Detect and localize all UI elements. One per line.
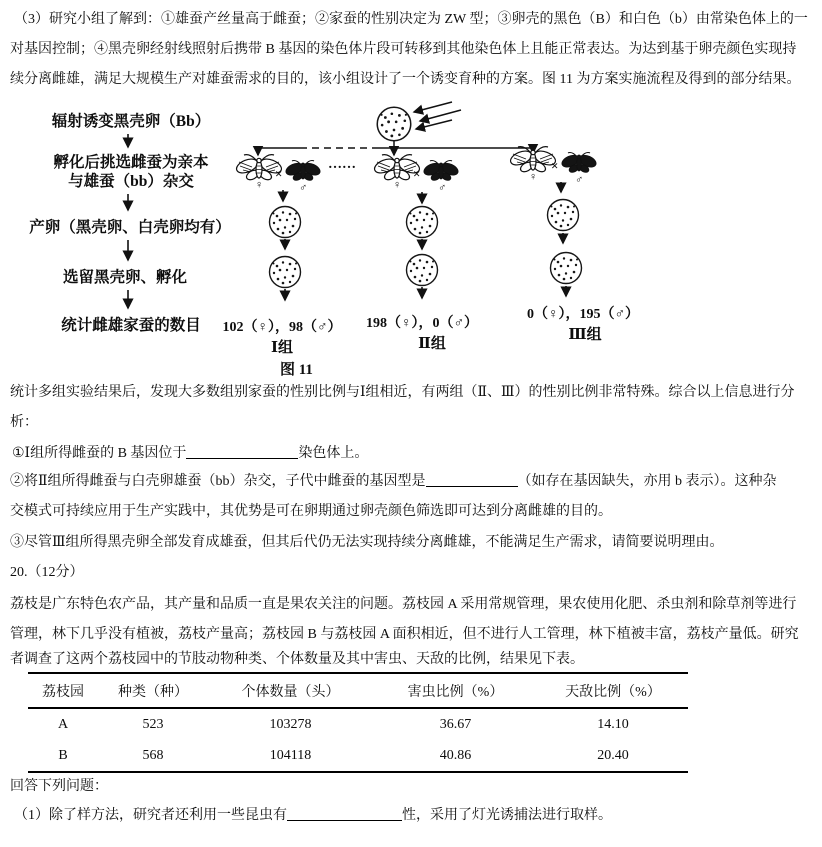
male-moth-icon <box>422 160 460 181</box>
male-moth-icon <box>560 152 598 173</box>
question20-intro-line1: 荔枝是广东特色农产品，其产量和品质一直是果农关注的问题。荔枝园 A 采用常规管理，果农使用化肥、杀虫剂和除草剂等进行 <box>10 597 797 612</box>
analysis-line1: 统计多组实验结果后，发现大多数组别家蚕的性别比例与Ⅰ组相近，有两组（Ⅱ、Ⅲ）的性别比例非常特殊。综合以上信息进行分 <box>10 385 795 400</box>
figure-caption: 图 11 <box>280 362 313 378</box>
question20-q1-before: （1）除了样方法，研究者还利用一些昆虫有 <box>14 808 287 823</box>
cross-symbol: × <box>413 166 421 181</box>
lychee-orchard-table <box>28 672 688 773</box>
table-header-cell: 荔枝园 <box>28 673 98 708</box>
table-cell: 568 <box>142 747 164 763</box>
table-header-row <box>28 673 688 708</box>
table-cell: A <box>57 716 69 732</box>
cross-symbol: × <box>275 166 283 181</box>
group3-result: 0（♀），195（♂） <box>527 307 639 322</box>
male-moth-icon <box>284 160 322 181</box>
group2-result: 198（♀），0（♂） <box>366 316 478 331</box>
flow-step-2-line1: 孵化后挑选雌蚕为亲本 <box>53 154 209 171</box>
question20-q1-after: 性，采用了灯光诱捕法进行取样。 <box>402 808 612 823</box>
question20-q1 <box>14 807 612 824</box>
male-symbol: ♂ <box>438 182 447 194</box>
male-symbol: ♂ <box>575 174 584 186</box>
table-row <box>28 740 688 772</box>
analysis-q2-line2: 交模式可持续应用于生产实践中，其优势是可在卵期通过卵壳颜色筛选即可达到分离雌雄的目的。 <box>10 504 612 519</box>
flow-step-5: 统计雌雄家蚕的数目 <box>61 317 201 334</box>
table-cell: 14.10 <box>597 716 629 732</box>
egg-icon <box>270 207 301 238</box>
question20-header: 20.（12分） <box>10 565 84 580</box>
question20-intro-line2: 管理，林下几乎没有植被，荔枝产量高；荔枝园 B 与荔枝园 A 面积相近，但不进行人工管理，林下植被丰富，荔枝产量低。研究 <box>10 627 799 642</box>
analysis-q2-after: （如存在基因缺失，亦用 b 表示）。这种杂 <box>517 474 777 489</box>
question3-intro-line3: 续分离雌雄，满足大规模生产对雄蚕需求的目的，该小组设计了一个诱变育种的方案。图 11 为方案实施流程及得到的部分结果。 <box>10 72 801 87</box>
egg-icon <box>407 255 438 286</box>
analysis-line2: 析： <box>10 415 38 430</box>
flow-step-4: 选留黑壳卵、孵化 <box>62 269 187 286</box>
table-cell: B <box>58 747 68 763</box>
analysis-q1-before: ①Ⅰ组所得雌蚕的 B 基因位于 <box>12 446 187 461</box>
irradiated-egg-icon <box>377 107 410 140</box>
analysis-q1-after: 染色体上。 <box>298 446 369 461</box>
female-symbol: ♀ <box>529 171 538 183</box>
table-cell: 103278 <box>269 716 312 732</box>
flow-step-1: 辐射诱变黑壳卵（Bb） <box>51 113 211 130</box>
egg-icon <box>551 253 582 284</box>
group1-result: 102（♀），98（♂） <box>222 320 342 335</box>
question3-intro-line1: （3）研究小组了解到：①雄蚕产丝量高于雌蚕；②家蚕的性别决定为 ZW 型；③卵壳的黑色（B）和白色（b）由常染色体上的一 <box>14 12 808 27</box>
branch-line <box>258 141 533 155</box>
analysis-q2-line1 <box>10 473 777 490</box>
table-header-cell: 种类（种） <box>98 673 208 708</box>
table-header-cell: 个体数量（头） <box>208 673 373 708</box>
table-cell: 36.67 <box>439 716 472 732</box>
female-symbol: ♀ <box>393 179 402 191</box>
question3-intro-line2: 对基因控制；④黑壳卵经射线照射后携带 B 基因的染色体片段可转移到其他染色体上且能正常表达。为达到基于卵壳颜色实现持 <box>10 42 797 57</box>
table-cell: 104118 <box>269 747 312 763</box>
group1-label: Ⅰ组 <box>270 340 294 356</box>
fill-blank <box>426 473 518 487</box>
flow-step-3: 产卵（黑壳卵、白壳卵均有） <box>29 219 231 236</box>
table-header-cell: 天敌比例（%） <box>538 673 688 708</box>
fill-blank <box>287 807 402 821</box>
egg-icon <box>407 207 438 238</box>
analysis-q3: ③尽管Ⅲ组所得黑壳卵全部发育成雄蚕，但其后代仍无法实现持续分离雌雄，不能满足生产需求，请简要说明理由。 <box>10 535 724 550</box>
table-cell: 523 <box>142 716 164 732</box>
table-cell: 40.86 <box>439 747 472 763</box>
analysis-q2-before: ②将Ⅱ组所得雌蚕与白壳卵雄蚕（bb）杂交，子代中雌蚕的基因型是 <box>10 474 426 489</box>
cross-symbol: × <box>551 158 559 173</box>
egg-icon <box>270 257 301 288</box>
group2-label: Ⅱ组 <box>418 336 446 352</box>
fill-blank <box>186 445 298 459</box>
table-cell: 20.40 <box>597 747 629 763</box>
group3-label: Ⅲ组 <box>568 327 602 343</box>
table-header-cell: 害虫比例（%） <box>373 673 538 708</box>
radiation-arrows-icon <box>414 102 461 129</box>
egg-icon <box>548 200 579 231</box>
answer-prompt: 回答下列问题： <box>10 779 108 794</box>
male-symbol: ♂ <box>299 182 308 194</box>
question20-intro-line3: 者调查了这两个荔枝园中的节肢动物种类、个体数量及其中害虫、天敌的比例，结果见下表。 <box>10 652 584 667</box>
female-symbol: ♀ <box>255 179 264 191</box>
flow-step-2-line2: 与雄蚕（bb）杂交 <box>68 173 194 190</box>
analysis-q1 <box>12 445 368 462</box>
ellipsis-more-groups: …… <box>328 157 356 172</box>
table-row <box>28 708 688 740</box>
